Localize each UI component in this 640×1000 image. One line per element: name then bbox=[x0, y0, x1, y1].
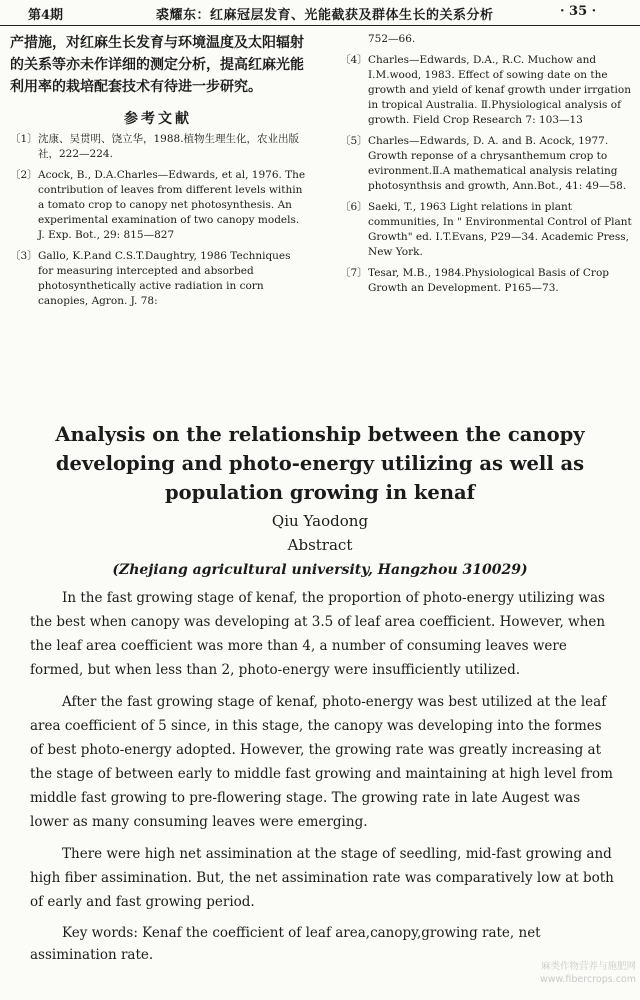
running-title: 裘耀东：红麻冠层发育、光能截获及群体生长的关系分析 bbox=[156, 8, 494, 23]
reference-text: Charles—Edwards, D.A., R.C. Muchow and I.M.wood, 1983. Effect of sowing date on the growth and yield of kenaf growth under irrgation in tropical Australia. Ⅱ.Physiological analysis of growth. Field Crop Research 7: 103—13 bbox=[368, 54, 631, 126]
page-number: · 35 · bbox=[560, 4, 597, 19]
reference-item bbox=[340, 200, 632, 260]
watermark bbox=[532, 960, 636, 986]
chinese-conclusion-paragraph: 产措施，对红麻生长发育与环境温度及太阳辐射的关系等亦未作详细的测定分析，提高红麻光能利用率的栽培配套技术有待进一步研究。 bbox=[10, 35, 304, 95]
english-title-line: Analysis on the relationship between the canopy bbox=[55, 423, 585, 446]
reference-text: 沈康、吴贯明、饶立华，1988.植物生理生化，农业出版社，222—224. bbox=[38, 133, 300, 160]
reference-number: 〔4〕 bbox=[340, 54, 368, 66]
watermark-line: www.fibercrops.com bbox=[539, 974, 636, 985]
reference-item bbox=[10, 168, 306, 243]
reference-item bbox=[340, 134, 632, 194]
reference-item bbox=[10, 132, 306, 162]
abstract-paragraph: In the fast growing stage of kenaf, the proportion of photo-energy utilizing was the best when canopy was developing at 3.5 of leaf area coefficient. However, when the leaf area coefficient was more than 4, a number of consuming leaves were formed, but when less than 2, photo-energy were insufficiently utilized. bbox=[30, 590, 606, 678]
reference-continuation bbox=[340, 32, 632, 47]
author-affiliation: (Zhejiang agricultural university, Hangzhou 310029) bbox=[112, 562, 528, 578]
reference-text: 752—66. bbox=[368, 33, 416, 45]
reference-item bbox=[340, 53, 632, 128]
abstract-body bbox=[30, 586, 616, 966]
english-title-line: population growing in kenaf bbox=[164, 481, 476, 504]
reference-number: 〔1〕 bbox=[10, 133, 38, 145]
issue-number: 第4期 bbox=[28, 8, 64, 23]
reference-number: 〔7〕 bbox=[340, 267, 368, 279]
left-column bbox=[10, 32, 306, 315]
keywords: Key words: Kenaf the coefficient of leaf area,canopy,growing rate, net assimination rate. bbox=[30, 925, 541, 963]
reference-number: 〔3〕 bbox=[10, 250, 38, 262]
reference-text: Acock, B., D.A.Charles—Edwards, et al, 1976. The contribution of leaves from different levels within a tomato crop to canopy net photosynthesis. An experimental examination of two canopy models. J. Exp. Bot., 29: 815—827 bbox=[38, 169, 306, 241]
abstract-paragraph: There were high net assimination at the stage of seedling, mid-fast growing and high fiber assimination. But, the net assimination rate was comparatively low at both of early and fast growing period. bbox=[30, 846, 614, 910]
reference-item bbox=[10, 249, 306, 309]
references-heading: 参考文献 bbox=[124, 111, 192, 127]
watermark-line: 麻类作物营养与施肥网 bbox=[540, 961, 636, 972]
english-title bbox=[0, 420, 640, 507]
english-title-line: developing and photo-energy utilizing as well as bbox=[55, 452, 585, 475]
reference-number: 〔5〕 bbox=[340, 135, 368, 147]
abstract-paragraph: After the fast growing stage of kenaf, photo-energy was best utilized at the leaf area coefficient of 5 since, in this stage, the canopy was developing into the formes of best photo-energy adopted. However, the growing rate was greatly increasing at the stage of between early to middle fast growing and maintaining at high level from middle fast growing to pre-flowering stage. The growing rate in late Augest was lower as many consuming leaves were emerging. bbox=[30, 694, 613, 830]
reference-item bbox=[340, 266, 632, 296]
reference-text: Tesar, M.B., 1984.Physiological Basis of Crop Growth an Development. P165—73. bbox=[368, 267, 609, 294]
author-name: Qiu Yaodong bbox=[271, 512, 369, 530]
reference-text: Gallo, K.P.and C.S.T.Daughtry, 1986 Techniques for measuring intercepted and absorbed photosynthetically active radiation in corn canopies, Agron. J. 78: bbox=[38, 250, 291, 307]
reference-number: 〔6〕 bbox=[340, 201, 368, 213]
running-header bbox=[0, 0, 640, 26]
reference-text: Charles—Edwards, D. A. and B. Acock, 1977. Growth reponse of a chrysanthemum crop to evironment.Ⅱ.A mathematical analysis relating photosynthsis and growth, Ann.Bot., 41: 49—58. bbox=[368, 135, 627, 192]
right-column bbox=[340, 32, 632, 302]
reference-text: Saeki, T., 1963 Light relations in plant communities, In " Environmental Control of Plant Growth" ed. I.T.Evans, P29—34. Academic Press, New York. bbox=[368, 201, 632, 258]
reference-number: 〔2〕 bbox=[10, 169, 38, 181]
abstract-heading: Abstract bbox=[287, 536, 353, 554]
